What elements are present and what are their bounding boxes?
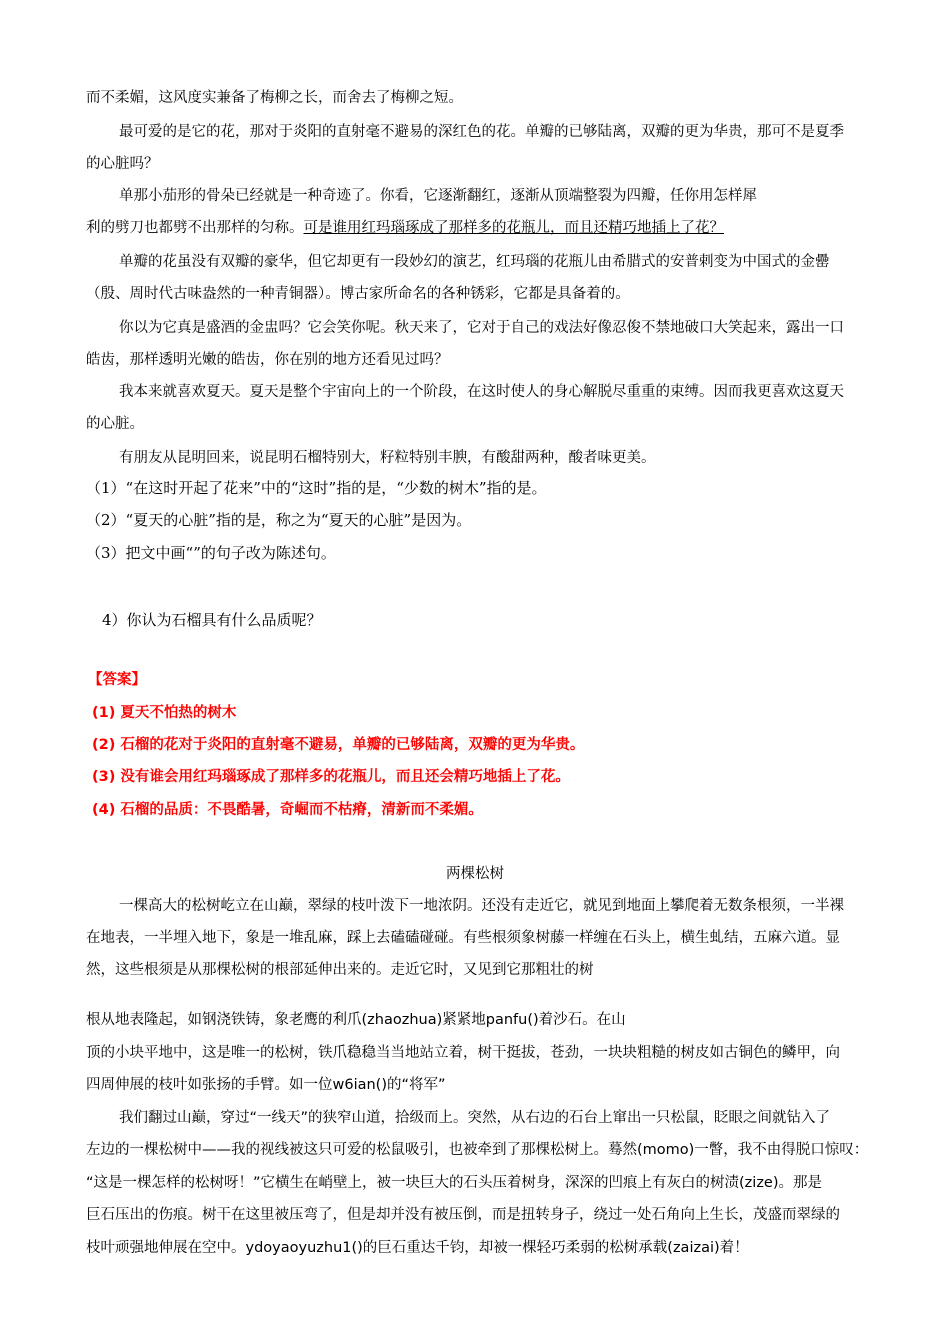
text-line: 然，这些根须是从那棵松树的根部延伸出来的。走近它时，又见到它那粗壮的树 — [86, 962, 594, 978]
text-segment: 利的劈刀也都劈不出那样的匀称。 — [86, 220, 304, 236]
answer-item: (2) 石榴的花对于炎阳的直射毫不避易，单瓣的已够陆离，双瓣的更为华贵。 — [92, 737, 585, 753]
text-line: 你以为它真是盛酒的金盅吗？它会笑你呢。秋天来了，它对于自己的戏法好像忍俊不禁地破口大笑起来，露出一口 — [119, 320, 844, 336]
text-line: 而不柔媚，这风度实兼备了梅柳之长，而舍去了梅柳之短。 — [86, 90, 463, 106]
question-1: （1）“在这时开起了花来”中的“这时”指的是，“少数的树木”指的是。 — [86, 479, 547, 497]
text-line: 一棵高大的松树屹立在山巅，翠绿的枝叶泼下一地浓阴。还没有走近它，就见到地面上攀爬着无数条根须，一半裸 — [119, 898, 844, 914]
answer-item: (1) 夏天不怕热的树木 — [92, 705, 237, 721]
text-line: 根从地表隆起，如钢浇铁铸，象老鹰的利爪(zhaozhua)紧紧地panfu()着沙石。在山 — [86, 1012, 626, 1028]
question-3: （3）把文中画“”的句子改为陈述句。 — [86, 544, 336, 562]
text-line: （殷、周时代古味盎然的一种青铜器）。博古家所命名的各种锈彩，它都是具备着的。 — [86, 286, 630, 302]
answer-item: (4) 石榴的品质：不畏酷暑，奇崛而不枯瘠，清新而不柔媚。 — [92, 802, 483, 818]
text-line: 顶的小块平地中，这是唯一的松树，铁爪稳稳当当地站立着，树干挺拔，苍劲，一块块粗糙的树皮如古铜色的鳞甲，向 — [86, 1045, 840, 1061]
text-line: 单那小茄形的骨朵已经就是一种奇迹了。你看，它逐渐翻红，逐渐从顶端整裂为四瓣，任你用怎样犀 — [119, 188, 757, 204]
text-line: 最可爱的是它的花，那对于炎阳的直射毫不避易的深红色的花。单瓣的已够陆离，双瓣的更为华贵，那可不是夏季 — [119, 124, 844, 140]
text-line: 的心脏。 — [86, 416, 144, 432]
question-2: （2）“夏天的心脏”指的是，称之为“夏天的心脏”是因为。 — [86, 511, 472, 529]
text-line: 皓齿，那样透明光嫩的皓齿，你在别的地方还看见过吗？ — [86, 352, 449, 368]
text-line: 的心脏吗？ — [86, 156, 159, 172]
text-line: 单瓣的花虽没有双瓣的豪华，但它却更有一段妙幻的演艺，红玛瑙的花瓶儿由希腊式的安普剌变为中国式的金罍 — [119, 254, 830, 270]
text-line: 枝叶顽强地伸展在空中。ydoyaoyuzhu1()的巨石重达千钧，却被一棵轻巧柔弱的松树承载(zaizai)着！ — [86, 1240, 749, 1256]
text-line: 左边的一棵松树中——我的视线被这只可爱的松鼠吸引，也被牵到了那棵松树上。蓦然(momo)一瞥，我不由得脱口惊叹： — [86, 1142, 869, 1158]
text-line: 巨石压出的伤痕。树干在这里被压弯了，但是却并没有被压倒，而是扭转身子，绕过一处石角向上生长，茂盛而翠绿的 — [86, 1207, 840, 1223]
text-line: 在地表，一半埋入地下，象是一堆乱麻，踩上去磕磕碰碰。有些根须象树藤一样缠在石头上，横生虬结，五麻六道。显 — [86, 930, 840, 946]
question-4: 4）你认为石榴具有什么品质呢？ — [102, 611, 322, 629]
underlined-sentence: 可是谁用红玛瑙琢成了那样多的花瓶儿，而且还精巧地插上了花？ — [303, 220, 724, 236]
passage-title: 两棵松树 — [446, 866, 504, 882]
text-line: 我们翻过山巅，穿过“一线天”的狭窄山道，拾级而上。突然，从右边的石台上窜出一只松鼠，眨眼之间就钻入了 — [119, 1110, 831, 1126]
text-line: 有朋友从昆明回来，说昆明石榴特别大，籽粒特别丰腴，有酸甜两种，酸者味更美。 — [119, 450, 656, 466]
text-line: 四周伸展的枝叶如张扬的手臂。如一位w6ian()的“将军” — [86, 1077, 446, 1093]
answer-item: (3) 没有谁会用红玛瑙琢成了那样多的花瓶儿，而且还会精巧地插上了花。 — [92, 769, 570, 785]
answer-heading: 【答案】 — [88, 672, 146, 688]
text-line: “这是一棵怎样的松树呀！”它横生在峭壁上，被一块巨大的石头压着树身，深深的凹痕上有灰白的树渍(zize)。那是 — [86, 1175, 823, 1191]
text-line: 我本来就喜欢夏天。夏天是整个宇宙向上的一个阶段，在这时使人的身心解脱尽重重的束缚。因而我更喜欢这夏天 — [119, 384, 844, 400]
text-line — [86, 212, 862, 244]
